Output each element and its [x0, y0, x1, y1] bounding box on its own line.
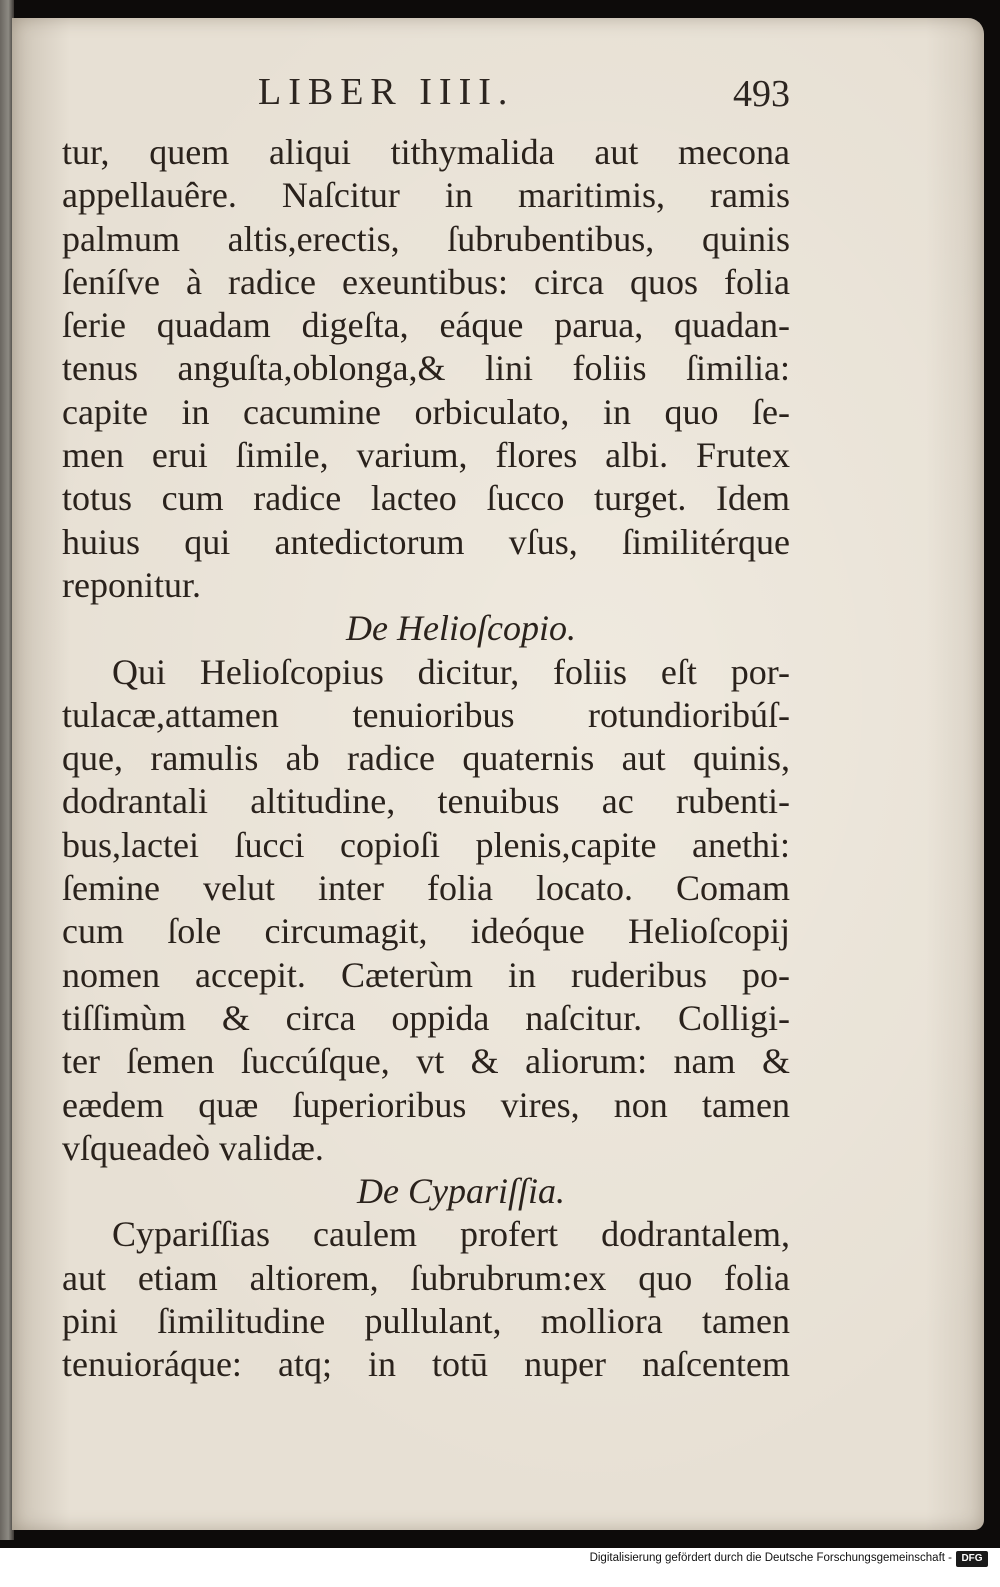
text-line: cum ſole circumagit, ideóque Helioſcopij	[62, 911, 790, 952]
section-heading-helioscopio: De Helioſcopio.	[346, 608, 576, 649]
page-text	[62, 131, 790, 1387]
text-line: bus,lactei ſucci copioſi plenis,capite anethi:	[62, 824, 790, 865]
funding-credit: Digitalisierung gefördert durch die Deutsche Forschungsgemeinschaft -	[589, 1552, 952, 1564]
text-line: aut etiam altiorem, ſubrubrum:ex quo folia	[62, 1257, 790, 1298]
text-line: palmum altis,erectis, ſubrubentibus, quinis	[62, 218, 790, 259]
text-line: capite in cacumine orbiculato, in quo ſe-	[62, 391, 790, 432]
text-line: tiſſimùm & circa oppida naſcitur. Colligi-	[62, 997, 790, 1038]
text-line: tenus anguſta,oblonga,& lini foliis ſimilia:	[62, 348, 790, 389]
text-line: que, ramulis ab radice quaternis aut quinis,	[62, 738, 790, 779]
text-line: totus cum radice lacteo ſucco turget. Idem	[62, 478, 790, 519]
text-line: tenuioráque: atq; in totū nuper naſcentem	[62, 1344, 790, 1385]
text-line: tur, quem aliqui tithymalida aut mecona	[62, 132, 790, 172]
text-line: reponitur.	[62, 564, 201, 605]
running-title: LIBER IIII.	[258, 71, 515, 113]
text-line: eædem quæ ſuperioribus vires, non tamen	[62, 1084, 790, 1125]
text-line: Qui Helioſcopius dicitur, foliis eſt por-	[112, 651, 790, 692]
section-heading-cyparissia: De Cypariſſia.	[357, 1171, 565, 1212]
text-line: ſemine velut inter folia locato. Comam	[62, 868, 790, 909]
text-line: huius qui antedictorum vſus, ſimilitérque	[62, 521, 790, 562]
text-line: tulacæ,attamen tenuioribus rotundioribúſ-	[62, 694, 790, 735]
text-line: nomen accepit. Cæterùm in ruderibus po-	[62, 954, 790, 995]
text-line: pini ſimilitudine pullulant, molliora tamen	[62, 1301, 790, 1342]
text-line: ter ſemen ſuccúſque, vt & aliorum: nam &	[62, 1041, 790, 1082]
text-line: ſerie quadam digeſta, eáque parua, quadan-	[62, 305, 790, 346]
dfg-logo: DFG	[956, 1551, 988, 1567]
text-line: appellauêre. Naſcitur in maritimis, ramis	[62, 175, 790, 216]
text-line: vſqueadeò validæ.	[62, 1127, 324, 1168]
text-line: ſeníſve à radice exeuntibus: circa quos folia	[62, 261, 790, 302]
text-line: men erui ſimile, varium, flores albi. Frutex	[62, 435, 790, 476]
text-line: Cypariſſias caulem profert dodrantalem,	[112, 1214, 790, 1255]
text-line: dodrantali altitudine, tenuibus ac rubenti-	[62, 781, 790, 822]
page-number: 493	[733, 73, 790, 115]
